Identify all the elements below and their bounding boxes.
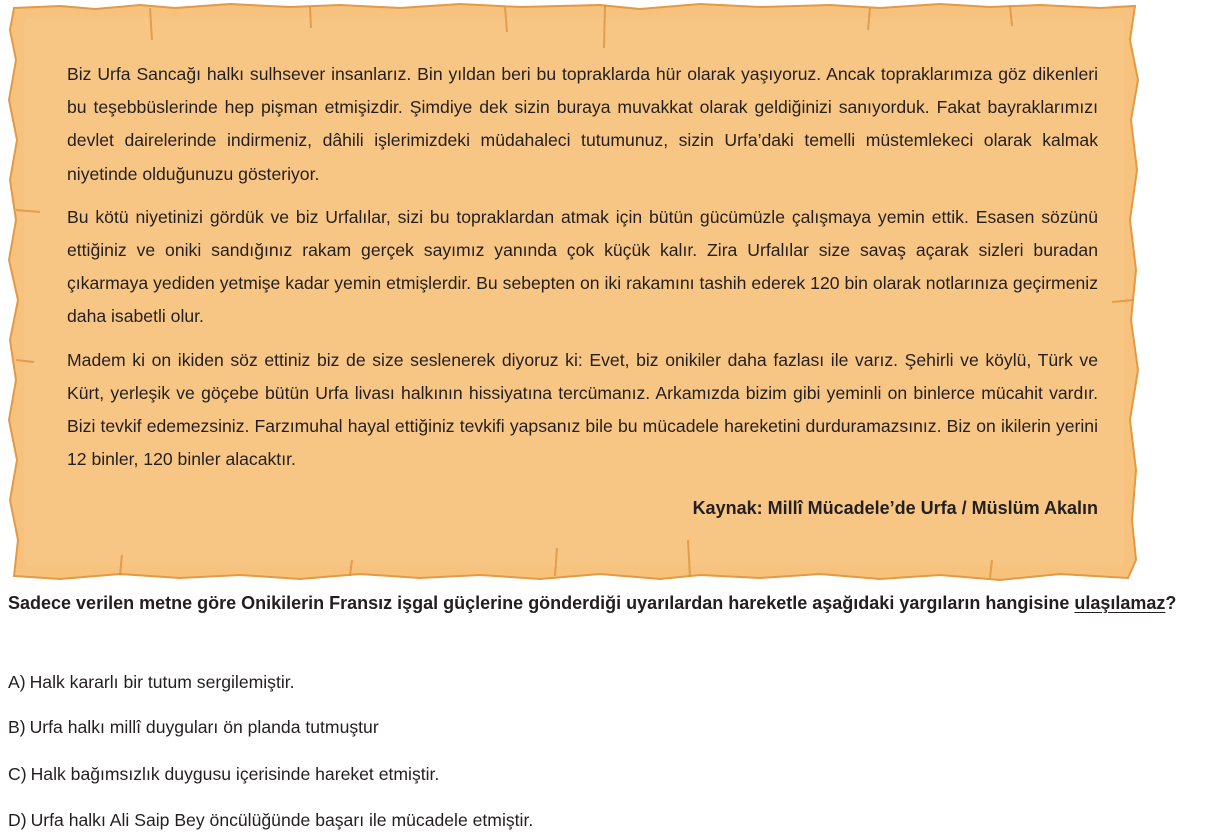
question-underlined-word: ulaşılamaz: [1074, 593, 1166, 613]
option-a[interactable]: [8, 670, 1188, 694]
option-letter: C): [8, 764, 27, 784]
passage-text: [67, 58, 1098, 486]
option-letter: D): [8, 810, 27, 830]
option-letter: B): [8, 717, 26, 737]
option-d[interactable]: [8, 808, 1188, 832]
passage-paragraph-2: Bu kötü niyetinizi gördük ve biz Urfalılar, sizi bu topraklardan atmak için bütün gücümüzle çalışmaya yemin ettik. Esasen sözünü ettiğiniz ve oniki sandığınız rakam gerçek sayımız yanında çok küçük kalır. Zira Urfalılar size savaş açarak sizleri buradan çıkarmaya yediden yetmişe kadar yemin etmişlerdir. Bu sebepten on iki rakamını tashih ederek 120 bin olarak notlarınıza geçirmeniz daha isabetli olur.: [67, 206, 1098, 327]
option-letter: A): [8, 672, 26, 692]
option-text: Halk bağımsızlık duygusu içerisinde hareket etmiştir.: [30, 764, 440, 784]
option-c[interactable]: [8, 762, 1188, 786]
option-b[interactable]: [8, 715, 1188, 739]
passage-source: Kaynak: Millî Mücadele’de Urfa / Müslüm Akalın: [692, 498, 1098, 518]
question-text-before: Sadece verilen metne göre Onikilerin Fransız işgal güçlerine gönderdiği uyarılardan hareketle aşağıdaki yargıların hangisine: [8, 593, 1075, 613]
passage-paragraph-3: Madem ki on ikiden söz ettiniz biz de size seslenerek diyoruz ki: Evet, biz onikiler daha fazlası ile varız. Şehirli ve köylü, Türk ve Kürt, yerleşik ve göçebe bütün Urfa livası halkının hissiyatına tercümanız. Arkamızda bizim gibi yeminli on binlerce mücahit vardır. Bizi tevkif edemezsiniz. Farzımuhal hayal ettiğiniz tevkifi yapsanız bile bu mücadele hareketini durduramazsınız. Biz on ikilerin yerini 12 binler, 120 binler alacaktır.: [67, 349, 1098, 470]
option-text: Halk kararlı bir tutum sergilemiştir.: [29, 672, 295, 692]
question-text-after: ?: [1165, 593, 1177, 613]
option-text: Urfa halkı millî duyguları ön planda tutmuştur: [29, 717, 379, 737]
passage-paragraph-1: Biz Urfa Sancağı halkı sulhsever insanlarız. Bin yıldan beri bu topraklarda hür olarak yaşıyoruz. Ancak topraklarımıza göz dikenleri bu teşebbüslerinde hep pişman etmişizdir. Şimdiye dek sizin buraya muvakkat olarak geldiğinizi sanıyorduk. Fakat bayraklarımızı devlet dairelerinde indirmeniz, dâhili işlerimizdeki müdahaleci tutumunuz, sizin Urfa’daki temelli müstemlekeci olarak kalmak niyetinde olduğunuzu gösteriyor.: [67, 64, 1098, 184]
question-stem: [8, 588, 1200, 619]
option-text: Urfa halkı Ali Saip Bey öncülüğünde başarı ile mücadele etmiştir.: [30, 810, 534, 830]
